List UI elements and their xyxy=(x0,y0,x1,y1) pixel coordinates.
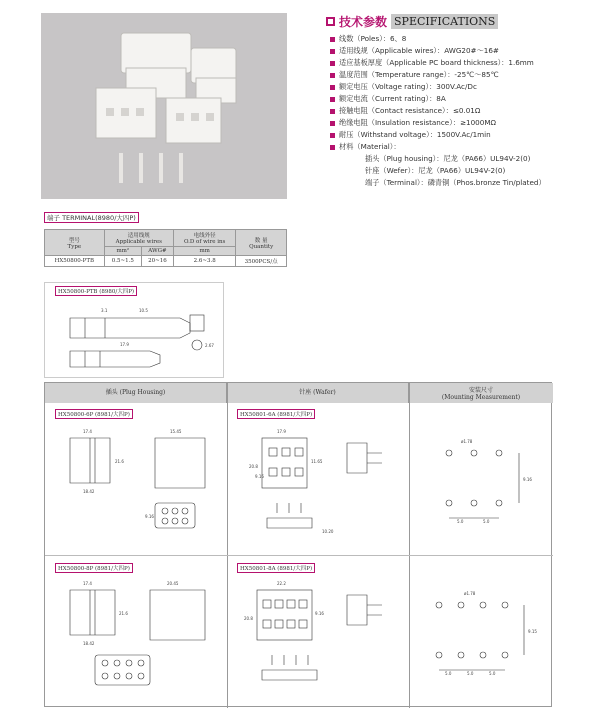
svg-text:5.0: 5.0 xyxy=(467,671,474,676)
table-row: HX50800-PTB 0.5~1.5 20~16 2.6~3.8 3500PCS/点 xyxy=(45,256,287,267)
svg-text:21.6: 21.6 xyxy=(119,611,128,616)
spec-row: 温度范围（Temperature range）：-25℃～85℃ xyxy=(330,69,546,81)
drawings-grid xyxy=(44,382,552,707)
svg-text:20.8: 20.8 xyxy=(244,616,253,621)
spec-row: 适应基板厚度（Applicable PC board thickness）：1.6mm xyxy=(330,57,546,69)
svg-text:9.16: 9.16 xyxy=(523,477,532,482)
th-type: 型号 Type xyxy=(45,230,105,256)
specs-header xyxy=(326,13,498,30)
svg-text:5.0: 5.0 xyxy=(489,671,496,676)
th-od: 电线外径 O.D of wire ins xyxy=(173,230,235,247)
bullet-icon xyxy=(330,133,335,138)
mount-6-drawing xyxy=(409,423,553,553)
svg-text:20.8: 20.8 xyxy=(249,464,258,469)
terminal-table xyxy=(44,229,287,267)
specs-list xyxy=(330,33,546,189)
tag-8a: HX50801-8A (8981/大四P) xyxy=(237,563,315,573)
bullet-icon xyxy=(330,49,335,54)
material-wefer: 针座（Wefer）：尼龙（PA66）UL94V-2(0) xyxy=(365,166,506,175)
svg-text:ø1.78: ø1.78 xyxy=(464,591,476,596)
svg-text:9.16: 9.16 xyxy=(255,474,264,479)
specs-title-en: SPECIFICATIONS xyxy=(391,14,498,29)
plug-8p-drawing xyxy=(45,575,227,705)
tag-6p: HX50800-6P (8981/大四P) xyxy=(55,409,133,419)
svg-text:18.42: 18.42 xyxy=(83,641,95,646)
svg-text:20.45: 20.45 xyxy=(167,581,179,586)
spec-row: 绝缘电阻（Insulation resistance）：≥1000MΩ xyxy=(330,117,546,129)
spec-row: 材料（Material）： xyxy=(330,141,546,153)
svg-text:10.20: 10.20 xyxy=(322,529,334,534)
spec-row: 线数（Poles）：6、8 xyxy=(330,33,546,45)
material-terminal: 端子（Terminal）：磷青铜（Phos.bronze Tin/plated） xyxy=(365,178,546,187)
specs-title-cn: 技术参数 xyxy=(339,15,388,29)
svg-text:9.16: 9.16 xyxy=(145,514,154,519)
tag-6a: HX50801-6A (8981/大四P) xyxy=(237,409,315,419)
svg-text:17.4: 17.4 xyxy=(83,429,92,434)
svg-text:18.42: 18.42 xyxy=(83,489,95,494)
spec-row: 额定电流（Current rating）：8A xyxy=(330,93,546,105)
svg-text:2.67: 2.67 xyxy=(205,343,214,348)
tag-8p: HX50800-8P (8981/大四P) xyxy=(55,563,133,573)
th-qty: 数 量 Quantity xyxy=(236,230,287,256)
svg-text:21.6: 21.6 xyxy=(115,459,124,464)
svg-text:11.65: 11.65 xyxy=(311,459,323,464)
th-awg: AWG# xyxy=(141,247,173,256)
svg-text:3.1: 3.1 xyxy=(101,308,108,313)
bullet-icon xyxy=(330,61,335,66)
svg-text:10.5: 10.5 xyxy=(139,308,148,313)
mount-8-drawing xyxy=(409,575,553,705)
th-wires: 适用线规 Applicable wires xyxy=(104,230,173,247)
svg-text:5.0: 5.0 xyxy=(445,671,452,676)
th-mm2: mm² xyxy=(104,247,141,256)
bullet-icon xyxy=(330,85,335,90)
svg-text:15.45: 15.45 xyxy=(170,429,182,434)
product-photo xyxy=(41,13,287,199)
spec-row: 接触电阻（Contact resistance）：≤0.01Ω xyxy=(330,105,546,117)
terminal-drawing xyxy=(45,283,225,379)
bullet-icon xyxy=(330,121,335,126)
svg-text:5.0: 5.0 xyxy=(483,519,490,524)
svg-text:17.9: 17.9 xyxy=(120,342,129,347)
svg-text:5.0: 5.0 xyxy=(457,519,464,524)
svg-text:9.15: 9.15 xyxy=(528,629,537,634)
svg-text:ø1.78: ø1.78 xyxy=(461,439,473,444)
spec-row: 耐压（Withstand voltage）：1500V.Ac/1min xyxy=(330,129,546,141)
material-plug: 插头（Plug housing）：尼龙（PA66）UL94V-2(0) xyxy=(365,154,531,163)
bullet-icon xyxy=(330,97,335,102)
wafer-6a-drawing xyxy=(227,423,409,553)
svg-text:22.2: 22.2 xyxy=(277,581,286,586)
bullet-icon xyxy=(330,109,335,114)
wafer-8a-drawing xyxy=(227,575,409,705)
square-icon xyxy=(326,17,335,26)
connector-illustration xyxy=(41,13,287,199)
spec-row: 适用线规（Applicable wires）：AWG20#～16# xyxy=(330,45,546,57)
svg-text:17.9: 17.9 xyxy=(277,429,286,434)
bullet-icon xyxy=(330,145,335,150)
header-plug: 插头 (Plug Housing) xyxy=(45,383,227,403)
spec-row: 额定电压（Voltage rating）：300V.Ac/Dc xyxy=(330,81,546,93)
bullet-icon xyxy=(330,37,335,42)
header-wafer: 针座 (Wafer) xyxy=(227,383,409,403)
svg-text:17.4: 17.4 xyxy=(83,581,92,586)
terminal-tag: 端子 TERMINAL(8980/大四P) xyxy=(44,212,139,223)
th-od-unit: mm xyxy=(173,247,235,256)
ptb-drawing-box xyxy=(44,282,224,378)
plug-6p-drawing xyxy=(45,423,227,553)
header-mount: 安装尺寸 (Mounting Measurement) xyxy=(409,383,553,403)
bullet-icon xyxy=(330,73,335,78)
svg-text:9.16: 9.16 xyxy=(315,611,324,616)
ptb-tag: HX50800-PTB (8980/大四P) xyxy=(55,286,137,296)
